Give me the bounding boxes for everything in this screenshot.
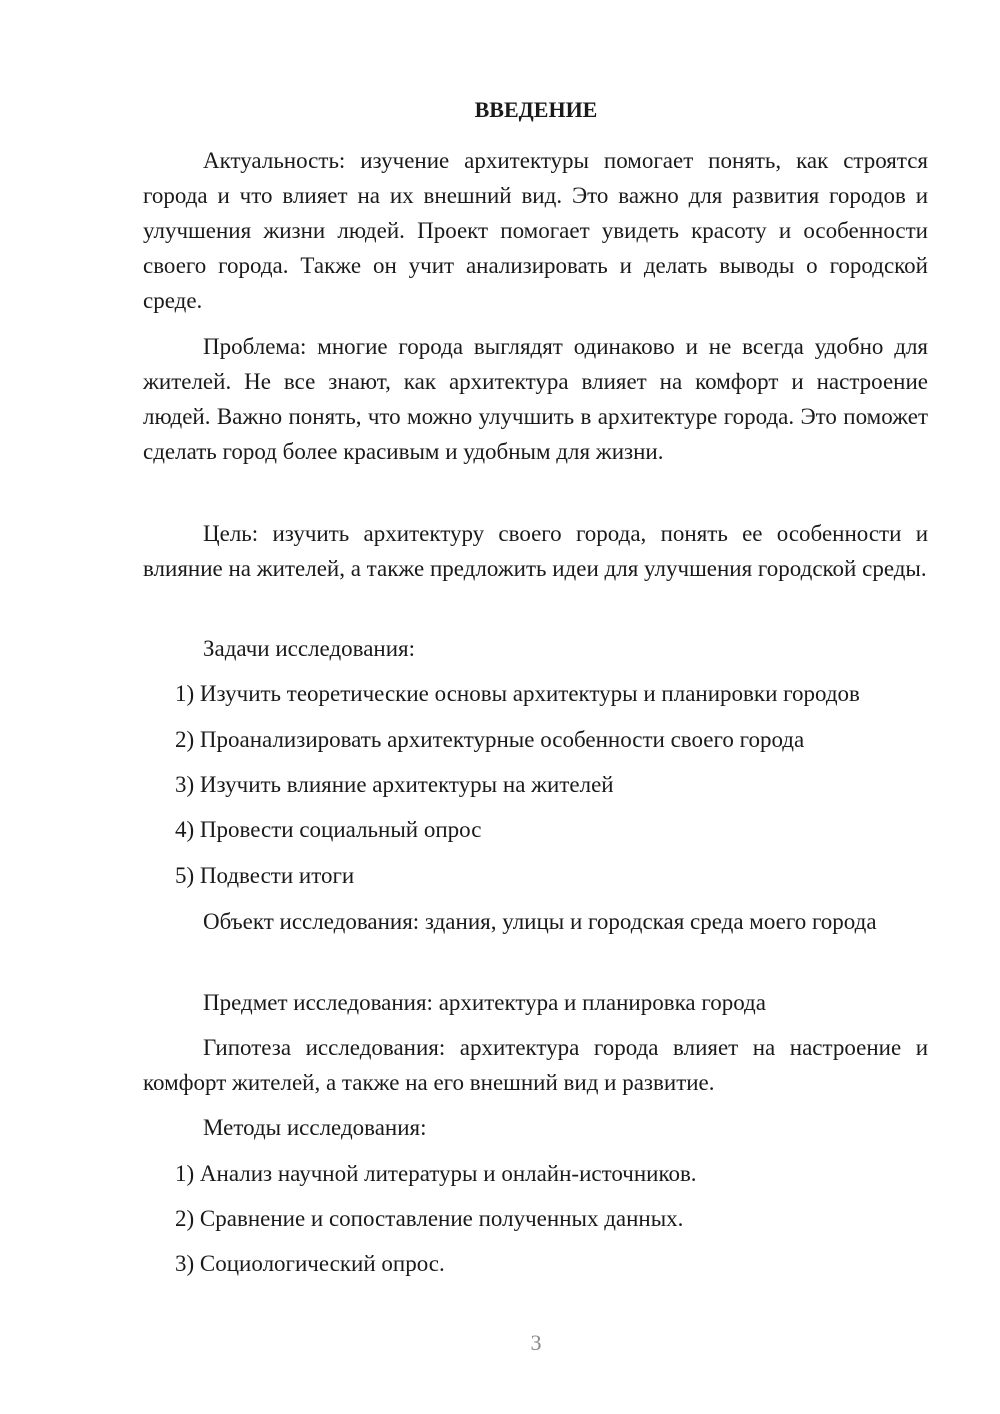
page-title: ВВЕДЕНИЕ (474, 97, 598, 122)
problem-paragraph: Проблема: многие города выглядят одинаково и не всегда удобно для жителей. Не все знают, как архитектура влияет на комфорт и настроение людей. Важно понять, что можно улучшить в архитектуре города. Это поможет сделать город более красивым и удобным для жизни. (143, 334, 928, 464)
relevance-paragraph: Актуальность: изучение архитектуры помогает понять, как строятся города и что влияет на их внешний вид. Это важно для развития городов и улучшения жизни людей. Проект помогает увидеть красоту и особенности своего города. Также он учит анализировать и делать выводы о городской среде. (143, 148, 928, 313)
method-item: 2) Сравнение и сопоставление полученных данных. (175, 1206, 684, 1231)
task-item: 5) Подвести итоги (175, 863, 355, 888)
goal-paragraph: Цель: изучить архитектуру своего города, понять ее особенности и влияние на жителей, а также предложить идеи для улучшения городской среды. (143, 521, 928, 581)
subject-paragraph: Предмет исследования: архитектура и планировка города (203, 990, 766, 1015)
page-number: 3 (530, 1330, 542, 1355)
task-item: 3) Изучить влияние архитектуры на жителей (175, 772, 614, 797)
method-item: 3) Социологический опрос. (175, 1251, 445, 1276)
task-item: 1) Изучить теоретические основы архитектуры и планировки городов (175, 681, 860, 706)
methods-heading: Методы исследования: (203, 1115, 427, 1140)
method-item: 1) Анализ научной литературы и онлайн-источников. (175, 1161, 697, 1186)
object-paragraph: Объект исследования: здания, улицы и городская среда моего города (203, 909, 877, 934)
task-item: 2) Проанализировать архитектурные особенности своего города (175, 727, 805, 752)
task-item: 4) Провести социальный опрос (175, 817, 482, 842)
tasks-heading: Задачи исследования: (203, 636, 416, 661)
hypothesis-paragraph: Гипотеза исследования: архитектура города влияет на настроение и комфорт жителей, а также на его внешний вид и развитие. (143, 1035, 928, 1095)
